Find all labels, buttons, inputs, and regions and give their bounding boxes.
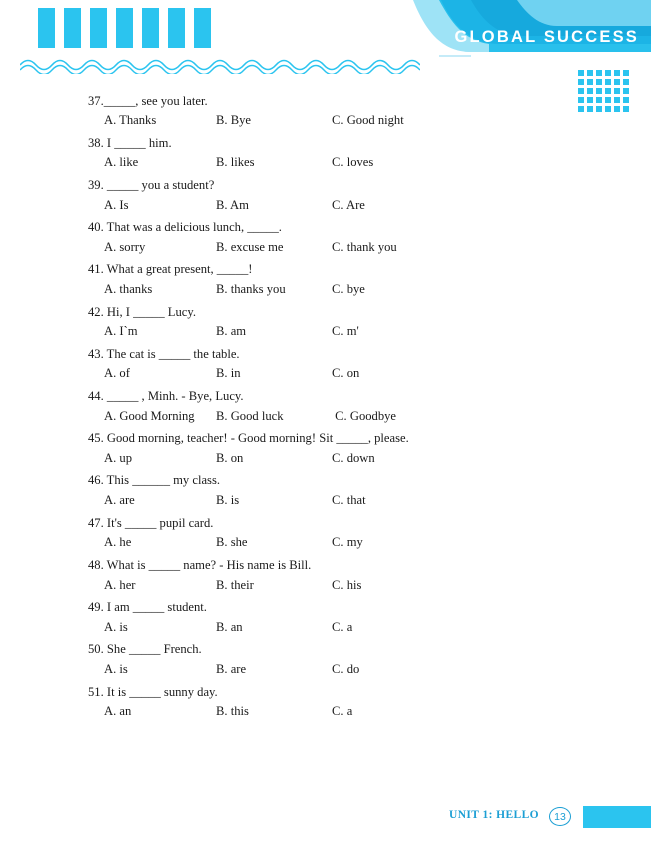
dot [623, 79, 629, 85]
question-number: 51. [88, 684, 104, 699]
option-c[interactable]: C. Goodbye [332, 408, 397, 423]
banner-title: GLOBAL SUCCESS [454, 28, 639, 46]
question-item [0, 219, 651, 255]
question-number: 48. [88, 557, 104, 572]
question-stem [88, 346, 651, 362]
option-a[interactable]: A. are [104, 493, 135, 508]
question-options [88, 703, 651, 719]
question-text: That was a delicious lunch, _____. [106, 220, 282, 235]
option-c[interactable]: C. thank you [332, 239, 397, 254]
option-c[interactable]: C. my [332, 535, 363, 550]
question-stem [88, 304, 651, 320]
question-number: 46. [88, 473, 104, 488]
dot [614, 79, 620, 85]
question-item [0, 346, 651, 382]
dot [596, 79, 602, 85]
dot [605, 79, 611, 85]
question-text: I am _____ student. [106, 600, 207, 615]
question-item [0, 388, 651, 424]
option-b[interactable]: B. Am [216, 197, 249, 212]
option-c[interactable]: C. a [332, 619, 353, 634]
question-options [88, 492, 651, 508]
question-item [0, 472, 651, 508]
option-b[interactable]: B. am [216, 324, 247, 339]
question-text: This ______ my class. [106, 473, 221, 488]
question-options [88, 408, 651, 424]
option-a[interactable]: A. is [104, 619, 128, 634]
question-item [0, 93, 651, 129]
question-text: _____ you a student? [106, 177, 215, 192]
option-a[interactable]: A. an [104, 704, 132, 719]
question-number: 44. [88, 389, 104, 404]
question-stem [88, 430, 651, 446]
question-number: 38. [88, 135, 104, 150]
question-stem [88, 641, 651, 657]
question-number: 45. [88, 431, 104, 446]
question-number: 47. [88, 515, 104, 530]
question-number: 49. [88, 600, 104, 615]
question-text: _____, see you later. [103, 93, 208, 108]
header-bar-2 [64, 8, 81, 48]
option-c[interactable]: C. a [332, 704, 353, 719]
option-a[interactable]: A. her [104, 577, 136, 592]
question-stem [88, 472, 651, 488]
option-b[interactable]: B. are [216, 661, 247, 676]
option-b[interactable]: B. excuse me [216, 239, 284, 254]
option-b[interactable]: B. thanks you [216, 281, 286, 296]
header-bar-7 [194, 8, 211, 48]
question-number: 41. [88, 262, 104, 277]
option-a[interactable]: A. like [104, 155, 139, 170]
question-stem [88, 557, 651, 573]
option-b[interactable]: B. in [216, 366, 241, 381]
question-text: She _____ French. [106, 642, 202, 657]
question-item [0, 599, 651, 635]
page-number: 13 [549, 807, 571, 826]
dot [587, 70, 593, 76]
question-stem [88, 515, 651, 531]
question-options [88, 577, 651, 593]
question-item [0, 135, 651, 171]
dot [605, 70, 611, 76]
option-a[interactable]: A. sorry [104, 239, 146, 254]
option-c[interactable]: C. down [332, 450, 375, 465]
question-text: I _____ him. [106, 135, 172, 150]
question-stem [88, 388, 651, 404]
dot [587, 79, 593, 85]
option-b[interactable]: B. an [216, 619, 243, 634]
question-number: 42. [88, 304, 104, 319]
option-a[interactable]: A. he [104, 535, 132, 550]
header-bar-6 [168, 8, 185, 48]
dot [596, 70, 602, 76]
exercise-list [0, 86, 651, 719]
dot [578, 79, 584, 85]
question-options [88, 197, 651, 213]
header-banner [321, 0, 651, 62]
page-header [0, 0, 651, 78]
question-number: 43. [88, 346, 104, 361]
wavy-divider-icon [20, 56, 420, 74]
header-bar-decoration [38, 8, 211, 48]
option-c[interactable]: C. that [332, 493, 366, 508]
question-item [0, 304, 651, 340]
option-a[interactable]: A. I`m [104, 324, 138, 339]
header-bar-4 [116, 8, 133, 48]
question-text: Good morning, teacher! - Good morning! Sit _____, please. [106, 431, 409, 446]
question-item [0, 557, 651, 593]
page-footer [0, 806, 651, 832]
option-a[interactable]: A. is [104, 661, 128, 676]
question-options [88, 534, 651, 550]
question-text: Hi, I _____ Lucy. [106, 304, 196, 319]
question-text: It is _____ sunny day. [106, 684, 218, 699]
question-options [88, 281, 651, 297]
option-a[interactable]: A. up [104, 450, 132, 465]
option-b[interactable]: B. she [216, 535, 248, 550]
question-options [88, 239, 651, 255]
question-options [88, 450, 651, 466]
question-number: 39. [88, 177, 104, 192]
option-b[interactable]: B. likes [216, 155, 255, 170]
option-a[interactable]: A. of [104, 366, 130, 381]
option-b[interactable]: B. Bye [216, 113, 251, 128]
option-b[interactable]: B. is [216, 493, 240, 508]
question-text: It's _____ pupil card. [106, 515, 214, 530]
question-stem [88, 93, 651, 109]
question-options [88, 619, 651, 635]
question-item [0, 684, 651, 720]
question-item [0, 515, 651, 551]
option-c[interactable]: C. his [332, 577, 362, 592]
question-text: The cat is _____ the table. [106, 346, 240, 361]
footer-accent-bar [583, 806, 651, 828]
option-c[interactable]: C. on [332, 366, 360, 381]
question-item [0, 261, 651, 297]
option-b[interactable]: B. their [216, 577, 254, 592]
header-bar-1 [38, 8, 55, 48]
option-c[interactable]: C. m' [332, 324, 359, 339]
question-number: 37. [88, 93, 104, 108]
question-stem [88, 135, 651, 151]
option-a[interactable]: A. thanks [104, 281, 153, 296]
question-stem [88, 219, 651, 235]
option-a[interactable]: A. Thanks [104, 113, 157, 128]
dot [614, 70, 620, 76]
question-text: What a great present, _____! [106, 262, 253, 277]
question-stem [88, 177, 651, 193]
question-stem [88, 599, 651, 615]
option-c[interactable]: C. do [332, 661, 360, 676]
header-bar-5 [142, 8, 159, 48]
question-text: What is _____ name? - His name is Bill. [106, 557, 312, 572]
question-stem [88, 684, 651, 700]
option-b[interactable]: B. Good luck [216, 408, 284, 423]
option-c[interactable]: C. loves [332, 155, 374, 170]
question-options [88, 661, 651, 677]
question-item [0, 177, 651, 213]
question-stem [88, 261, 651, 277]
question-options [88, 365, 651, 381]
header-bar-3 [90, 8, 107, 48]
dot [623, 70, 629, 76]
question-options [88, 154, 651, 170]
option-c[interactable]: C. Good night [332, 113, 404, 128]
option-b[interactable]: B. this [216, 704, 249, 719]
unit-label: UNIT 1: HELLO [449, 809, 539, 821]
dot [578, 70, 584, 76]
question-options [88, 323, 651, 339]
option-b[interactable]: B. on [216, 450, 244, 465]
question-item [0, 430, 651, 466]
question-text: _____ , Minh. - Bye, Lucy. [106, 389, 244, 404]
question-number: 40. [88, 220, 104, 235]
question-item [0, 641, 651, 677]
question-number: 50. [88, 642, 104, 657]
option-c[interactable]: C. Are [332, 197, 365, 212]
option-a[interactable]: A. Good Morning [104, 408, 195, 423]
option-a[interactable]: A. Is [104, 197, 129, 212]
question-options [88, 112, 651, 128]
option-c[interactable]: C. bye [332, 281, 365, 296]
